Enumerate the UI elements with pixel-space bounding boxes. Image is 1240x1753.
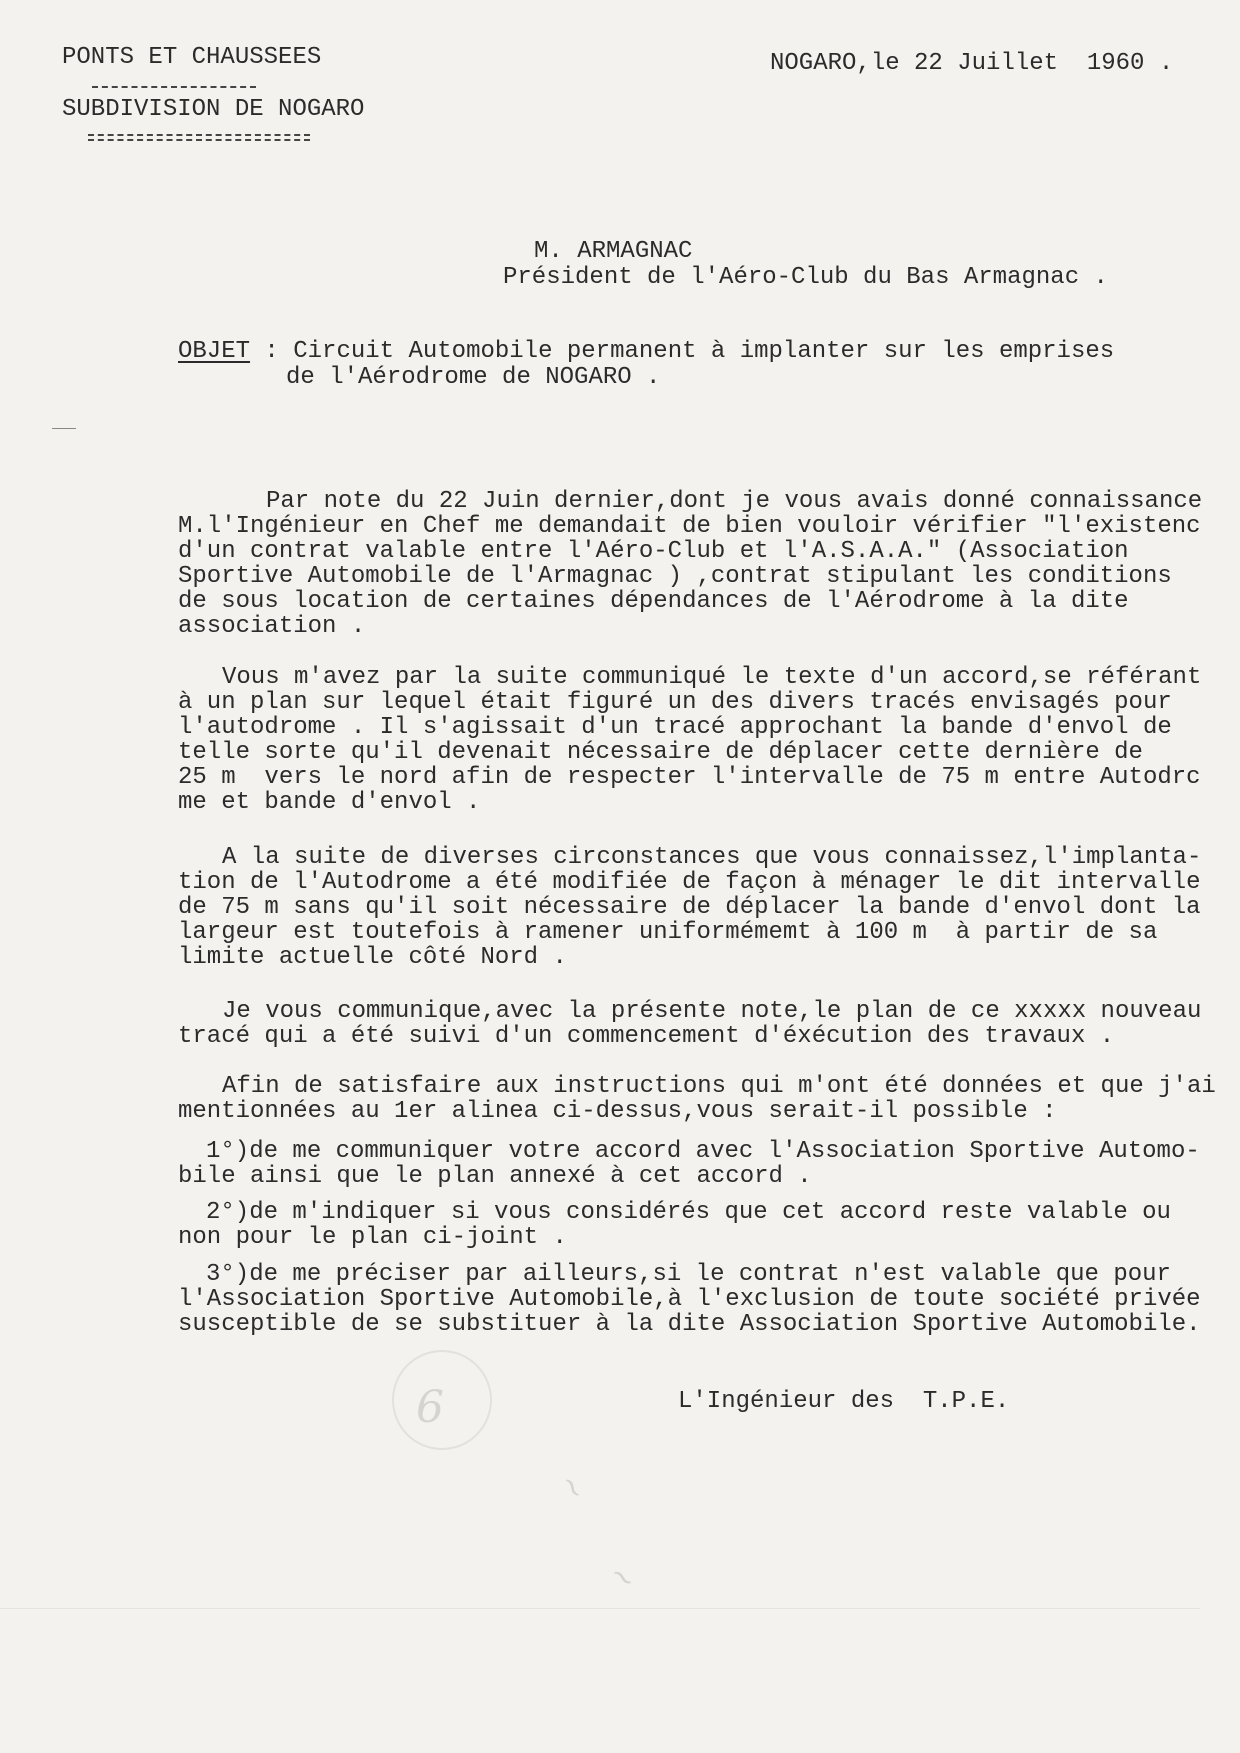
list-item-1-line: bile ainsi que le plan annexé à cet accord .: [178, 1163, 812, 1190]
struck-out-word: xxxxx: [1014, 998, 1087, 1025]
list-item-2-line: 2°)de m'indiquer si vous considérés que cet accord reste valable ou: [206, 1199, 1171, 1226]
list-item-3-line: 3°)de me préciser par ailleurs,si le contrat n'est valable que pour: [206, 1261, 1171, 1288]
paragraph-4-line-1: Je vous communique,avec la présente note,le plan de ce xxxxx nouveau: [222, 998, 1202, 1025]
org-subdivision: SUBDIVISION DE NOGARO: [62, 96, 365, 123]
paragraph-2-line: à un plan sur lequel était figuré un des divers tracés envisagés pour: [178, 689, 1172, 716]
stamp-number: 6: [416, 1382, 444, 1433]
paragraph-2-line: me et bande d'envol .: [178, 789, 481, 816]
subject-label: OBJET: [178, 338, 251, 365]
list-item-3-line: l'Association Sportive Automobile,à l'exclusion de toute société privée: [178, 1286, 1201, 1313]
recipient-name: M. ARMAGNAC: [534, 238, 693, 265]
subject-line-1: OBJET : Circuit Automobile permanent à implanter sur les emprises: [178, 338, 1115, 365]
org-double-rule: [88, 134, 310, 141]
scan-fold-line: [0, 1608, 1200, 1609]
paragraph-4-line-2: tracé qui a été suivi d'un commencement d'éxécution des travaux .: [178, 1023, 1115, 1050]
paragraph-2-line: Vous m'avez par la suite communiqué le texte d'un accord,se référant: [222, 664, 1202, 691]
paragraph-3-line: A la suite de diverses circonstances que vous connaissez,l'implanta-: [222, 844, 1202, 871]
recipient-title: Président de l'Aéro-Club du Bas Armagnac .: [503, 264, 1108, 291]
list-item-3-line: susceptible de se substituer à la dite Association Sportive Automobile.: [178, 1311, 1201, 1338]
margin-tick: [52, 428, 76, 429]
list-item-1-line: 1°)de me communiquer votre accord avec l'Association Sportive Automo-: [206, 1138, 1200, 1165]
subject-line-2: de l'Aérodrome de NOGARO .: [286, 364, 661, 391]
paragraph-3-line: de 75 m sans qu'il soit nécessaire de déplacer la bande d'envol dont la: [178, 894, 1201, 921]
place-date: NOGARO,le 22 Juillet 1960 .: [770, 50, 1174, 77]
paragraph-3-line: tion de l'Autodrome a été modifiée de façon à ménager le dit intervalle: [178, 869, 1201, 896]
list-item-2-line: non pour le plan ci-joint .: [178, 1224, 567, 1251]
paragraph-3-line: largeur est toutefois à ramener uniformémemt à 100 m à partir de sa: [178, 919, 1158, 946]
paragraph-5-line: Afin de satisfaire aux instructions qui m'ont été données et que j'ai: [222, 1073, 1216, 1100]
paragraph-1-line: Sportive Automobile de l'Armagnac ) ,contrat stipulant les conditions: [178, 563, 1172, 590]
pencil-scribble: ~: [601, 1556, 644, 1599]
subject-text-1: Circuit Automobile permanent à implanter sur les emprises: [293, 338, 1115, 365]
paragraph-1-line: association .: [178, 613, 366, 640]
pencil-scribble: ~: [551, 1467, 595, 1508]
paragraph-1-line: d'un contrat valable entre l'Aéro-Club et l'A.S.A.A." (Association: [178, 538, 1129, 565]
paragraph-2-line: l'autodrome . Il s'agissait d'un tracé approchant la bande d'envol de: [178, 714, 1172, 741]
signature: L'Ingénieur des T.P.E.: [678, 1388, 1010, 1415]
paragraph-5-line: mentionnées au 1er alinea ci-dessus,vous serait-il possible :: [178, 1098, 1057, 1125]
paragraph-1-line: Par note du 22 Juin dernier,dont je vous avais donné connaissance: [266, 488, 1203, 515]
org-name: PONTS ET CHAUSSEES: [62, 44, 322, 71]
paragraph-1-line: de sous location de certaines dépendances de l'Aérodrome à la dite: [178, 588, 1129, 615]
paragraph-3-line: limite actuelle côté Nord .: [178, 944, 567, 971]
paragraph-2-line: 25 m vers le nord afin de respecter l'intervalle de 75 m entre Autodrc: [178, 764, 1201, 791]
paragraph-1-line: M.l'Ingénieur en Chef me demandait de bien vouloir vérifier "l'existenc: [178, 513, 1201, 540]
org-divider: [92, 86, 256, 88]
paragraph-2-line: telle sorte qu'il devenait nécessaire de déplacer cette dernière de: [178, 739, 1143, 766]
